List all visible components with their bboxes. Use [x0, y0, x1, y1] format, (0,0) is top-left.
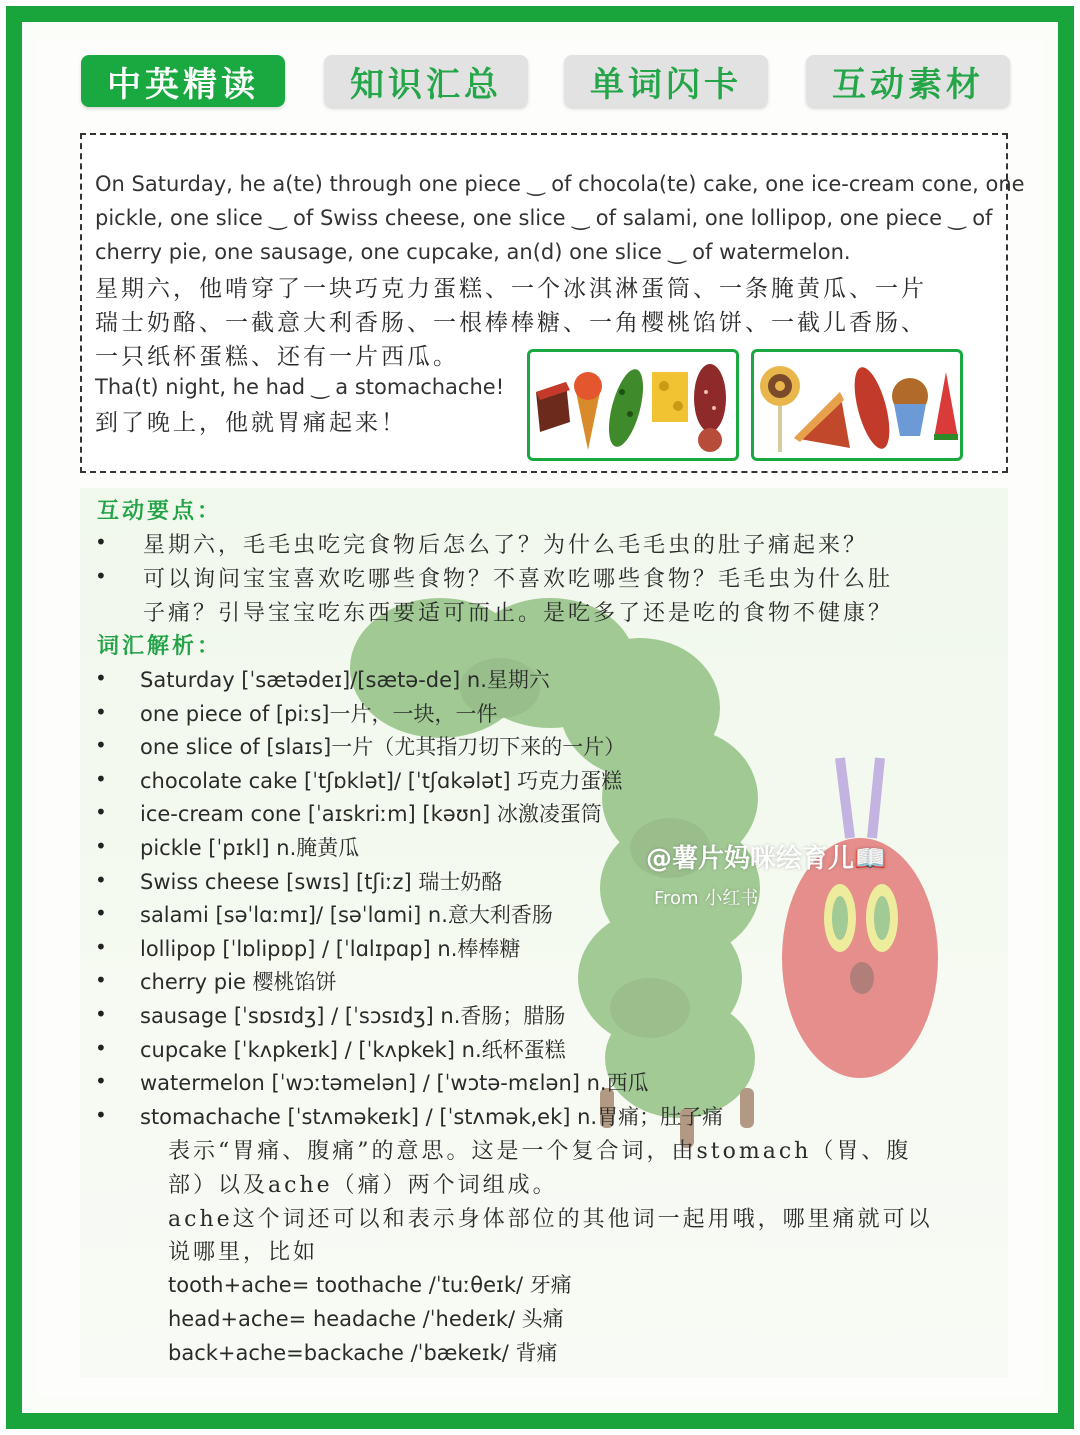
interaction-point: 子痛？引导宝宝吃东西要适可而止。是吃多了还是吃的食物不健康？ — [143, 601, 894, 626]
vocab-item: salami [səˈlɑːmɪ]/ [səˈlɑmi] n.意大利香肠 — [140, 903, 553, 928]
vocab-item: one piece of [piːs]一片，一块，一件 — [140, 701, 498, 726]
vocab-item: cherry pie 樱桃馅饼 — [140, 970, 337, 995]
story-zh-line: 一只纸杯蛋糕、还有一片西瓜。 — [95, 344, 459, 370]
vocab-item: cupcake [ˈkʌpkeɪk] / [ˈkʌpkek] n.纸杯蛋糕 — [140, 1037, 566, 1062]
vocab-note-line: 表示“胃痛、腹痛”的意思。这是一个复合词，由stomach（胃、腹 — [168, 1139, 912, 1164]
interaction-point: 可以询问宝宝喜欢吃哪些食物？不喜欢吃哪些食物？毛毛虫为什么肚 — [143, 567, 894, 592]
vocab-note-line: head+ache= headache /ˈhedeɪk/ 头痛 — [168, 1307, 564, 1331]
vocab-note-line: back+ache=backache /ˈbækeɪk/ 背痛 — [168, 1340, 558, 1365]
bullet-dot: • — [95, 800, 107, 825]
vocab-item: stomachache [ˈstʌməkeɪk] / [ˈstʌmək,ek] n.胃痛；肚子痛 — [140, 1104, 724, 1129]
vocab-item: Saturday [ˈsætədeɪ]/[sætə-de] n.星期六 — [140, 668, 550, 692]
bullet-dot: • — [95, 699, 107, 724]
story-en-line: On Saturday, he a(te) through one piece ‿ of chocola(te) cake, one ice-cream cone, one — [95, 172, 1025, 196]
bullet-dot: • — [95, 968, 107, 993]
watermark-source: From 小红书 — [654, 888, 759, 909]
vocab-item: one slice of [slaɪs]一片（尤其指刀切下来的一片） — [140, 735, 626, 760]
food-illustration-left — [527, 349, 739, 461]
food-illustration-right — [751, 349, 963, 461]
bullet-dot: • — [95, 564, 107, 588]
bullet-dot: • — [95, 666, 107, 690]
story-en-line: pickle, one slice ‿ of Swiss cheese, one slice ‿ of salami, one lollipop, one piece ‿ of — [95, 206, 993, 230]
vocab-item: chocolate cake [ˈtʃɒklət]/ [ˈtʃɑkələt] 巧克力蛋糕 — [140, 768, 623, 793]
interaction-point: 星期六，毛毛虫吃完食物后怎么了？为什么毛毛虫的肚子痛起来？ — [143, 533, 869, 558]
bullet-dot: • — [95, 530, 107, 554]
interaction-heading: 互动要点： — [97, 498, 223, 524]
tab-knowledge-summary[interactable]: 知识汇总 — [324, 55, 528, 107]
watermark-author: @薯片妈咪绘育儿📖 — [646, 844, 887, 874]
story-zh-night: 到了晚上，他就胃痛起来！ — [95, 410, 407, 436]
vocab-heading: 词汇解析： — [97, 633, 223, 659]
bullet-dot: • — [95, 867, 107, 892]
vocab-item: Swiss cheese [swɪs] [tʃiːz] 瑞士奶酪 — [140, 869, 503, 894]
story-zh-line: 星期六，他啃穿了一块巧克力蛋糕、一个冰淇淋蛋筒、一条腌黄瓜、一片 — [95, 276, 927, 302]
food-image-right-icon — [754, 352, 960, 458]
vocab-note-line: ache这个词还可以和表示身体部位的其他词一起用哦，哪里痛就可以 — [168, 1206, 933, 1232]
bullet-dot: • — [95, 1069, 107, 1094]
tab-word-flashcards[interactable]: 单词闪卡 — [564, 55, 768, 107]
food-image-left-icon — [530, 352, 736, 458]
tab-interactive-materials[interactable]: 互动素材 — [806, 55, 1010, 107]
tab-intensive-reading[interactable]: 中英精读 — [81, 55, 285, 107]
bullet-dot: • — [95, 1102, 107, 1127]
bullet-dot: • — [95, 766, 107, 791]
vocab-item: watermelon [ˈwɔːtəmelən] / [ˈwɔtə-mɛlən] n.西瓜 — [140, 1071, 649, 1096]
vocab-note-line: tooth+ache= toothache /ˈtuːθeɪk/ 牙痛 — [168, 1273, 572, 1298]
bullet-dot: • — [95, 934, 107, 959]
bullet-dot: • — [95, 901, 107, 926]
story-zh-line: 瑞士奶酪、一截意大利香肠、一根棒棒糖、一角樱桃馅饼、一截儿香肠、 — [95, 310, 927, 336]
story-en-line: cherry pie, one sausage, one cupcake, an(d) one slice ‿ of watermelon. — [95, 240, 851, 264]
vocab-item: ice-cream cone [ˈaɪskriːm] [kəʊn] 冰激凌蛋筒 — [140, 802, 602, 827]
bullet-dot: • — [95, 733, 107, 758]
bullet-dot: • — [95, 1002, 107, 1026]
bullet-dot: • — [95, 834, 107, 858]
vocab-note-line: 说哪里，比如 — [168, 1240, 319, 1266]
bullet-dot: • — [95, 1035, 107, 1060]
story-en-night: Tha(t) night, he had ‿ a stomachache! — [95, 375, 505, 399]
vocab-item: pickle [ˈpɪkl] n.腌黄瓜 — [140, 836, 360, 860]
vocab-item: lollipop [ˈlɒlipɒp] / [ˈlɑlɪpɑp] n.棒棒糖 — [140, 936, 521, 961]
vocab-item: sausage [ˈsɒsɪdʒ] / [ˈsɔsɪdʒ] n.香肠；腊肠 — [140, 1004, 566, 1028]
vocab-note-line: 部）以及ache（痛）两个词组成。 — [168, 1172, 558, 1198]
